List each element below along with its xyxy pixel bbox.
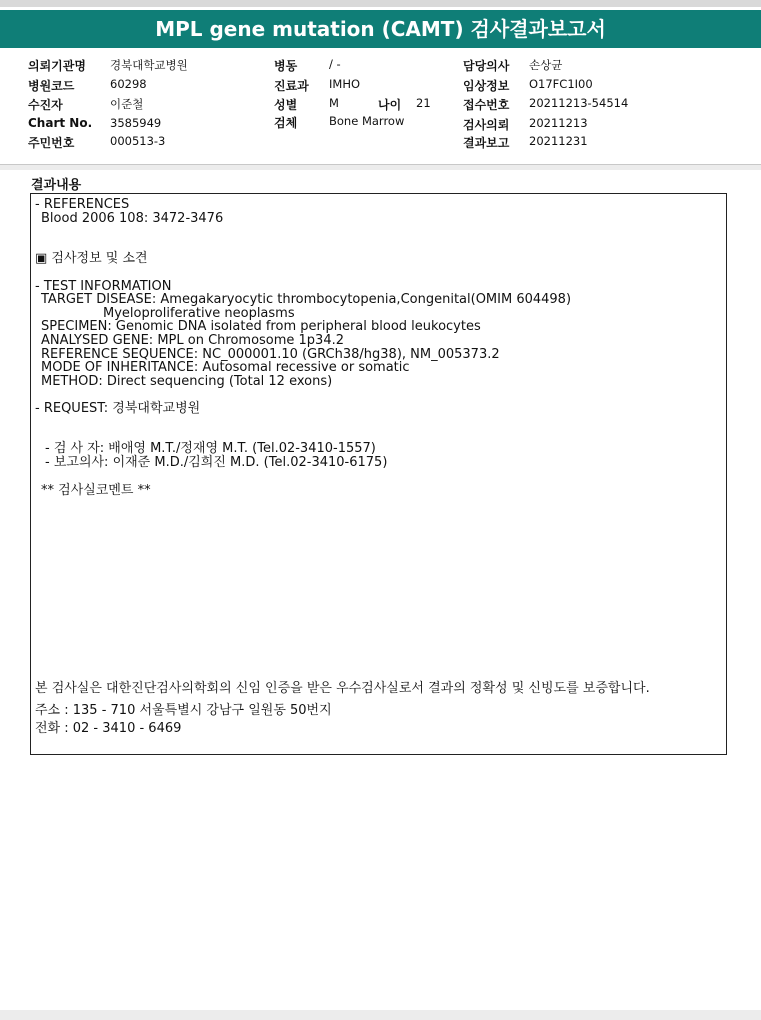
clinical-info-value: O17FC1I00 — [529, 77, 593, 91]
patient-label: 수진자 — [28, 98, 63, 112]
target-disease-continued: Myeloproliferative neoplasms — [103, 306, 295, 321]
doctor-label: 담당의사 — [463, 59, 510, 73]
ward-label: 병동 — [274, 59, 298, 73]
dept-value: IMHO — [329, 77, 361, 91]
result-section-title: 결과내용 — [31, 178, 82, 193]
specimen-label: 검체 — [274, 116, 298, 130]
top-border — [0, 0, 761, 7]
lab-comment-heading: ** 검사실코멘트 ** — [41, 483, 151, 498]
hospital-label: 의뢰기관명 — [28, 59, 86, 73]
resident-label: 주민번호 — [28, 136, 75, 150]
method-line: METHOD: Direct sequencing (Total 12 exons) — [41, 374, 333, 389]
sex-label: 성별 — [274, 98, 298, 112]
reporting-doctor-line: - 보고의사: 이재준 M.D./김희진 M.D. (Tel.02-3410-6175) — [45, 455, 388, 470]
bottom-border — [0, 1010, 761, 1020]
reference-sequence: REFERENCE SEQUENCE: NC_000001.10 (GRCh38/hg38), NM_005373.2 — [41, 347, 500, 362]
patient-value: 이준철 — [110, 97, 144, 111]
request-date-label: 검사의뢰 — [463, 118, 510, 132]
request-date-value: 20211213 — [529, 116, 588, 130]
age-label: 나이 — [378, 98, 402, 112]
mode-of-inheritance: MODE OF INHERITANCE: Autosomal recessive or somatic — [41, 360, 410, 375]
opinion-heading: ▣ 검사정보 및 소견 — [35, 251, 148, 266]
analysed-gene: ANALYSED GENE: MPL on Chromosome 1p34.2 — [41, 333, 345, 348]
specimen-value: Bone Marrow — [329, 114, 405, 128]
hospital-code-label: 병원코드 — [28, 79, 75, 93]
receipt-label: 접수번호 — [463, 98, 510, 112]
report-date-value: 20211231 — [529, 134, 588, 148]
chart-value: 3585949 — [110, 116, 162, 130]
clinical-info-label: 임상정보 — [463, 79, 510, 93]
sex-value: M — [329, 96, 339, 110]
receipt-value: 20211213-54514 — [529, 96, 629, 110]
address-text: 주소 : 135 - 710 서울특별시 강남구 일원동 50번지 — [35, 703, 332, 718]
report-title: MPL gene mutation (CAMT) 검사결과보고서 — [0, 10, 761, 48]
phone-text: 전화 : 02 - 3410 - 6469 — [35, 721, 182, 736]
certification-text: 본 검사실은 대한진단검사의학회의 신임 인증을 받은 우수검사실로서 결과의 정확성 및 신빙도를 보증합니다. — [35, 681, 650, 696]
ward-value: / - — [329, 57, 341, 71]
hospital-value: 경북대학교병원 — [110, 58, 188, 72]
patient-info-panel — [0, 52, 761, 162]
hospital-code-value: 60298 — [110, 77, 147, 91]
references-heading: - REFERENCES — [35, 197, 130, 212]
test-info-heading: - TEST INFORMATION — [35, 279, 172, 294]
target-disease: TARGET DISEASE: Amegakaryocytic thrombocytopenia,Congenital(OMIM 604498) — [41, 292, 572, 307]
section-divider-band — [0, 165, 761, 170]
result-content-box — [30, 193, 727, 755]
doctor-value: 손상균 — [529, 58, 563, 72]
examiner-line: - 검 사 자: 배애영 M.T./정재영 M.T. (Tel.02-3410-1557) — [45, 441, 376, 456]
resident-value: 000513-3 — [110, 134, 166, 148]
specimen-line: SPECIMEN: Genomic DNA isolated from peripheral blood leukocytes — [41, 319, 481, 334]
chart-label: Chart No. — [28, 116, 93, 130]
dept-label: 진료과 — [274, 79, 309, 93]
request-line: - REQUEST: 경북대학교병원 — [35, 401, 201, 416]
report-date-label: 결과보고 — [463, 136, 510, 150]
references-text: Blood 2006 108: 3472-3476 — [41, 211, 224, 226]
age-value: 21 — [416, 96, 431, 110]
